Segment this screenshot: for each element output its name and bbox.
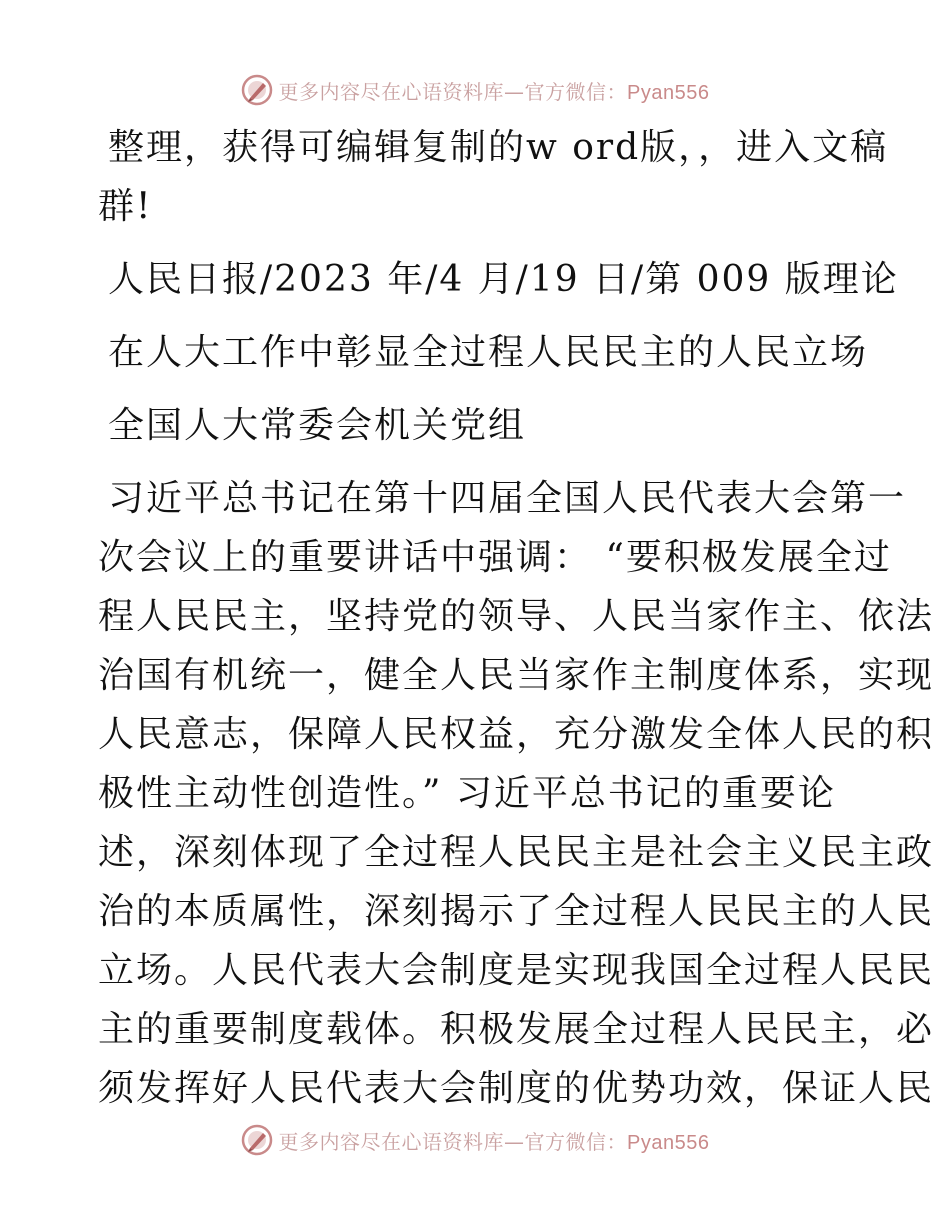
watermark-wechat-id: Pyan556 xyxy=(627,81,710,104)
document-body xyxy=(98,118,935,1118)
text-line: 整理，获得可编辑复制的w ord版，，进入文稿 xyxy=(108,127,889,168)
text-line: 须发挥好人民代表大会制度的优势功效，保证人民 xyxy=(98,1068,935,1109)
text-line: 述，深刻体现了全过程人民民主是社会主义民主政 xyxy=(98,832,935,873)
text-line: 在人大工作中彰显全过程人民民主的人民立场 xyxy=(108,332,869,373)
pen-logo-icon xyxy=(241,1124,273,1156)
body-paragraph xyxy=(98,469,935,1118)
text-line: 主的重要制度载体。积极发展全过程人民民主，必 xyxy=(98,1009,935,1050)
text-line: 次会议上的重要讲话中强调： “要积极发展全过 xyxy=(98,537,892,578)
text-line: 习近平总书记在第十四届全国人民代表大会第一 xyxy=(108,478,907,519)
text-line: 人民意志，保障人民权益，充分激发全体人民的积 xyxy=(98,714,935,755)
text-line: 群! xyxy=(98,186,153,227)
article-title xyxy=(98,323,869,382)
watermark-text: 更多内容尽在心语资料库—官方微信：Pyan556 xyxy=(278,79,710,104)
watermark-bottom xyxy=(0,1120,950,1160)
source-line xyxy=(98,250,899,309)
text-line: 极性主动性创造性。” 习近平总书记的重要论 xyxy=(98,773,836,814)
pen-logo-icon xyxy=(241,74,273,106)
watermark-text: 更多内容尽在心语资料库—官方微信：Pyan556 xyxy=(278,1129,710,1154)
text-line: 立场。人民代表大会制度是实现我国全过程人民民 xyxy=(98,950,935,991)
text-line: 治的本质属性，深刻揭示了全过程人民民主的人民 xyxy=(98,891,935,932)
text-line: 人民日报/2023 年/4 月/19 日/第 009 版理论 xyxy=(108,259,899,300)
text-line: 治国有机统一，健全人民当家作主制度体系，实现 xyxy=(98,655,935,696)
intro-paragraph xyxy=(98,118,889,236)
text-line: 程人民民主，坚持党的领导、人民当家作主、依法 xyxy=(98,596,935,637)
watermark-wechat-id: Pyan556 xyxy=(627,1131,710,1154)
article-author xyxy=(98,396,858,455)
watermark-top xyxy=(0,70,950,110)
text-line: 全国人大常委会机关党组 xyxy=(108,405,527,446)
